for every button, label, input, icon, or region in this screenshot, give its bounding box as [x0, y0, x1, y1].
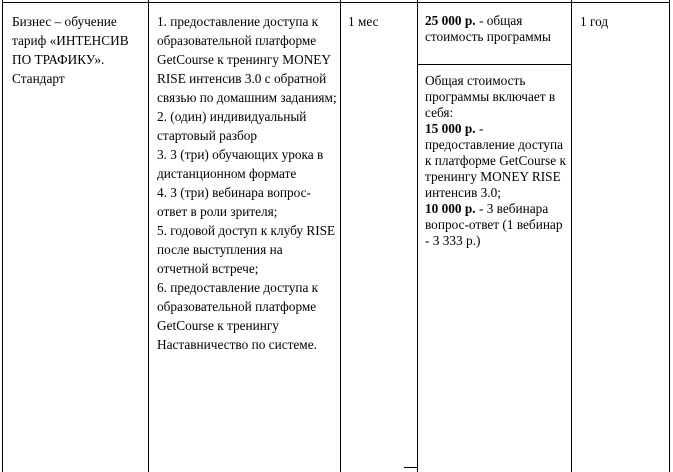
price-total-label: - общая стоимость программы	[425, 13, 551, 44]
service-item-1: 1. предоставление доступа к образовательной платформе GetCourse к тренингу MONEY RISE интенсив 3.0 с обратной связью по домашним заданиям;	[157, 14, 337, 105]
column-divider-4	[571, 0, 572, 472]
table-top-border	[2, 2, 670, 3]
price-total-cell	[425, 13, 567, 45]
column-divider-3	[417, 0, 418, 472]
service-item-6: 6. предоставление доступа к образовательной платформе GetCourse к тренингу Наставничество по системе.	[157, 280, 319, 352]
service-item-4: 4. 3 (три) вебинара вопрос-ответ в роли зрителя;	[157, 185, 311, 219]
breakdown-item-1-amount: 15 000 р.	[425, 121, 476, 136]
breakdown-item-1-text: - предоставление доступа к платформе GetCourse к тренингу MONEY RISE интенсив 3.0;	[425, 121, 566, 200]
access-period-cell	[580, 12, 666, 31]
column-divider-2	[340, 0, 341, 472]
column-divider-1	[148, 0, 149, 472]
duration-cell	[348, 12, 414, 31]
access-period-value: 1 год	[580, 14, 609, 29]
service-item-5: 5. годовой доступ к клубу RISE после выступления на отчетной встрече;	[157, 223, 336, 276]
price-total-amount: 25 000 р.	[425, 13, 476, 28]
service-item-2: 2. (один) индивидуальный стартовый разбор	[157, 109, 307, 143]
tariff-cell	[12, 12, 142, 88]
breakdown-item-1	[425, 121, 567, 201]
tariff-name: Бизнес – обучение тариф «ИНТЕНСИВ ПО ТРАФИКУ». Стандарт	[12, 14, 129, 86]
price-cell-divider	[417, 64, 572, 65]
duration-value: 1 мес	[348, 14, 379, 29]
price-breakdown-cell	[425, 73, 567, 249]
breakdown-item-2-text: - 3 вебинара вопрос-ответ (1 вебинар - 3 333 р.)	[425, 201, 563, 248]
services-cell	[157, 12, 337, 354]
table-right-border	[669, 0, 670, 472]
table-left-border	[2, 0, 3, 472]
breakdown-item-2-amount: 10 000 р.	[425, 201, 476, 216]
bottom-edge-fragment	[404, 467, 417, 468]
breakdown-intro: Общая стоимость программы включает в себя:	[425, 73, 556, 120]
service-item-3: 3. 3 (три) обучающих урока в дистанционном формате	[157, 147, 324, 181]
breakdown-item-2	[425, 201, 567, 249]
price-total	[425, 13, 567, 45]
